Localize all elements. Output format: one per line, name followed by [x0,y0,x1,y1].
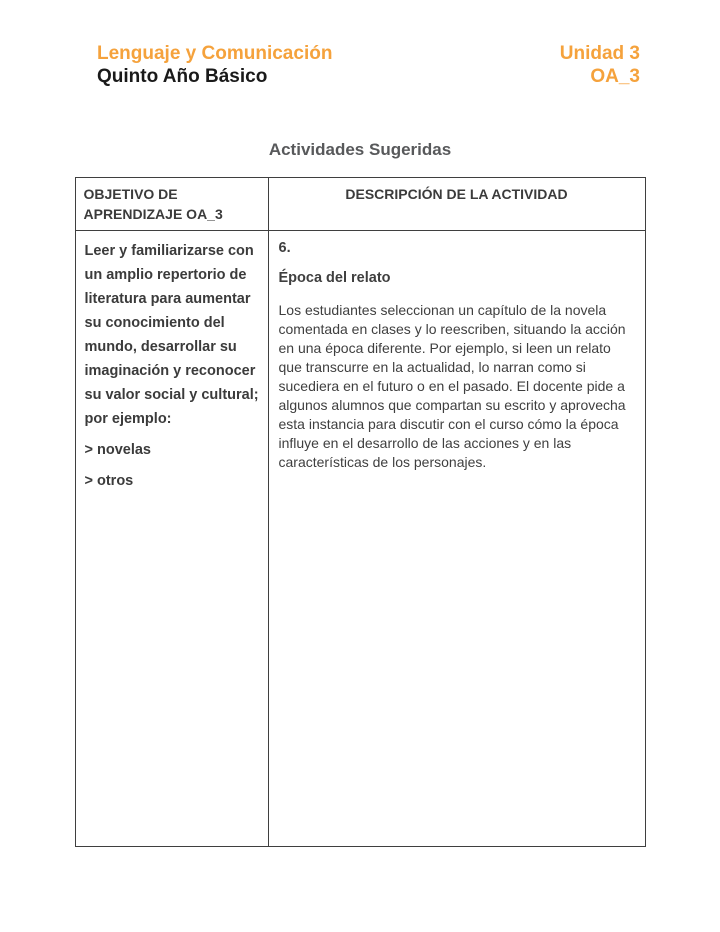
header-right-block [560,42,640,88]
objective-column-header: OBJETIVO DE APRENDIZAJE OA_3 [75,178,268,231]
objective-item-novelas: > novelas [84,442,151,458]
table-header-row [75,178,645,231]
table-body-row [75,231,645,847]
description-column-header: DESCRIPCIÓN DE LA ACTIVIDAD [268,178,645,231]
activities-table [75,177,646,847]
activity-description: Los estudiantes seleccionan un capítulo de la novela comentada en clases y lo reescriben, situando la acción en una época diferente. Por ejemplo, si leen un relato que transcurre en la actualidad, lo narran como si sucediera en el futuro o en el pasado. El docente pide a algunos alumnos que compartan su escrito y aprovecha esta instancia para discutir con el curso cómo la época influye en el desarrollo de las acciones y en las características de los personajes. [278,302,626,470]
document-header [0,0,720,88]
oa-label: OA_3 [590,66,640,87]
grade-title: Quinto Año Básico [97,66,268,87]
objective-text: Leer y familiarizarse con un amplio repertorio de literatura para aumentar su conocimiento del mundo, desarrollar su imaginación y reconocer su valor social y cultural; por ejemplo: [84,243,259,427]
subject-title: Lenguaje y Comunicación [97,43,333,64]
header-left-block [97,42,332,88]
activity-title: Época del relato [278,270,391,286]
activity-number: 6. [278,240,291,256]
unit-label: Unidad 3 [559,43,640,64]
objective-item-otros: > otros [84,473,134,489]
activity-cell [268,231,645,847]
page-title: Actividades Sugeridas [268,140,452,159]
objective-cell [75,231,268,847]
